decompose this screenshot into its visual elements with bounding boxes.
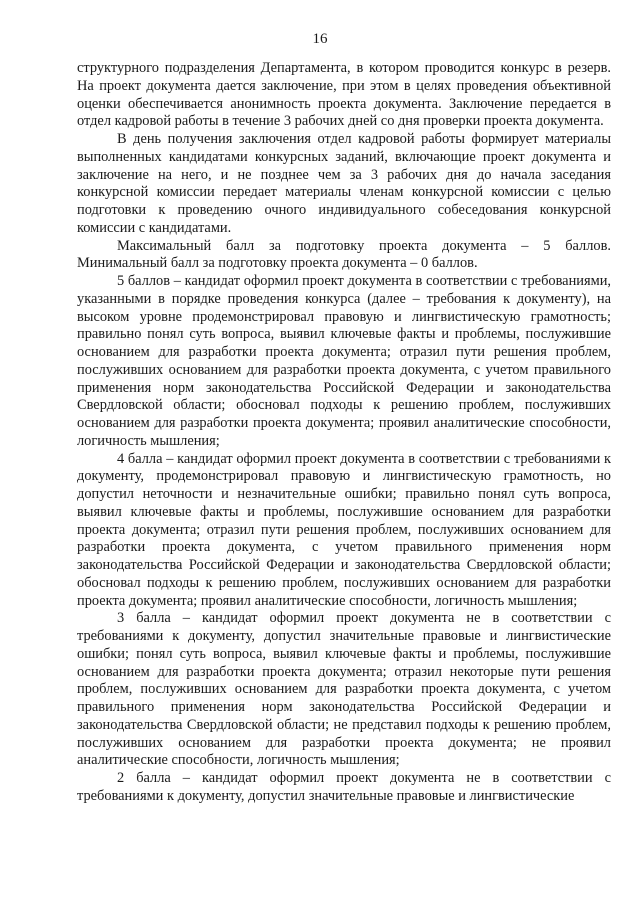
page-number: 16 bbox=[312, 31, 328, 47]
document-body bbox=[77, 60, 611, 806]
paragraph-score-5: 5 баллов – кандидат оформил проект документа в соответствии с требованиями, указанными в порядке проведения конкурса (далее – требования к документу), на высоком уровне продемонстрировал правовую и лингвистическую грамотность; правильно понял суть вопроса, выявил ключевые факты и проблемы, послужившие основанием для разработки проекта документа; отразил пути решения проблем, послуживших основанием для разработки проекта документа, с учетом правильного применения норм законодательства Российской Федерации и законодательства Свердловской области; обосновал подходы к решению проблем, послуживших основанием для разработки проекта документа; проявил аналитические способности, логичность мышления; bbox=[77, 273, 611, 449]
paragraph-score-4: 4 балла – кандидат оформил проект документа в соответствии с требованиями к документу, продемонстрировал правовую и лингвистическую грамотность, но допустил неточности и незначительные ошибки; правильно понял суть вопроса, выявил ключевые факты и проблемы, послужившие основанием для разработки проекта документа; отразил пути решения проблем, послуживших основанием для разработки проекта документа, с учетом правильного применения норм законодательства Российской Федерации и законодательства Свердловской области; обосновал подходы к решению проблем, послуживших основанием для разработки проекта документа; проявил аналитические способности, логичность мышления; bbox=[77, 450, 611, 609]
paragraph-score-range: Максимальный балл за подготовку проекта документа – 5 баллов. Минимальный балл за подготовку проекта документа – 0 баллов. bbox=[77, 237, 611, 272]
paragraph-materials: В день получения заключения отдел кадровой работы формирует материалы выполненных кандидатами конкурсных заданий, включающие проект документа и заключение на него, и не позднее чем за 3 рабочих дня до начала заседания конкурсной комиссии передает материалы членам конкурсной комиссии с целью подготовки к проведению очного индивидуального собеседования конкурсной комиссии с кандидатами. bbox=[77, 131, 611, 236]
paragraph-score-3: 3 балла – кандидат оформил проект документа не в соответствии с требованиями к документу, допустил значительные правовые и лингвистические ошибки; понял суть вопроса, выявил ключевые факты и проблемы, послужившие основанием для разработки проекта документа; отразил некоторые пути решения проблем, послуживших основанием для разработки проекта документа, с учетом правильного применения норм законодательства Российской Федерации и законодательства Свердловской области; не представил подходы к решению проблем, послуживших основанием для разработки проекта документа; не проявил аналитические способности, логичность мышления; bbox=[77, 610, 611, 769]
paragraph-score-2: 2 балла – кандидат оформил проект документа не в соответствии с требованиями к документу, допустил значительные правовые и лингвистические bbox=[77, 770, 611, 804]
paragraph-continuation: структурного подразделения Департамента, в котором проводится конкурс в резерв. На проект документа дается заключение, при этом в целях проведения объективной оценки обеспечивается анонимность проекта документа. Заключение передается в отдел кадровой работы в течение 3 рабочих дней со дня проверки проекта документа. bbox=[77, 60, 611, 130]
